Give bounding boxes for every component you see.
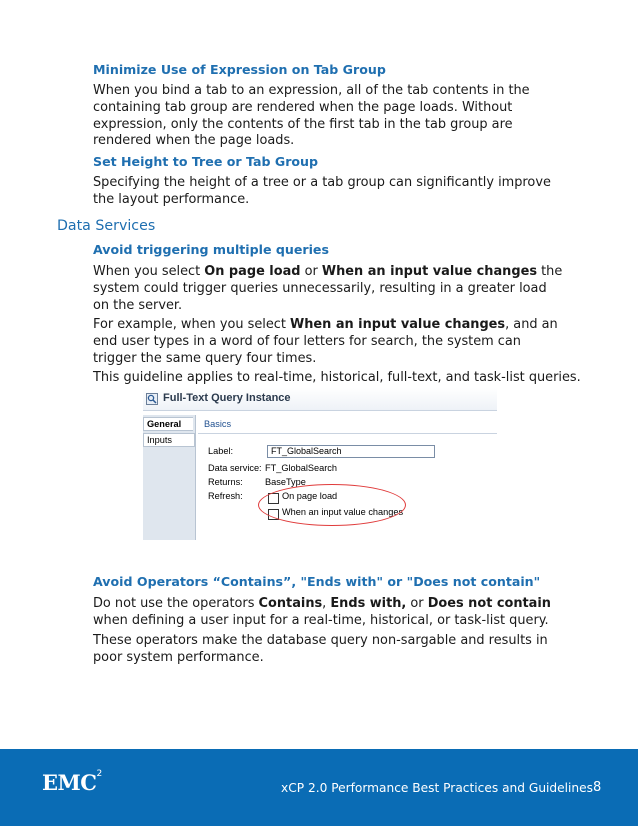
bold-does-not-contain: Does not contain <box>427 596 551 611</box>
figure-title: Full-Text Query Instance <box>163 392 291 404</box>
section-heading-set-height: Set Height to Tree or Tab Group <box>93 154 319 169</box>
data-services-heading: Data Services <box>57 218 156 234</box>
tab-general[interactable]: General <box>143 417 193 431</box>
tab-basics[interactable]: Basics <box>204 419 232 429</box>
bold-ends-with: Ends with, <box>330 596 407 611</box>
divider <box>198 433 497 434</box>
data-service-value: FT_GlobalSearch <box>265 463 338 473</box>
avoid-queries-heading: Avoid triggering multiple queries <box>93 242 329 257</box>
avoid-queries-paragraph-1: When you select On page load or When an input value changes the system could trigger queries unnecessarily, resulting in a greater load on the server. <box>93 264 563 313</box>
emc-logo: EMC$^2$ <box>42 769 102 795</box>
label-field-label: Label: <box>208 446 234 456</box>
search-icon <box>146 393 158 405</box>
avoid-operators-heading: Avoid Operators “Contains”, "Ends with" or "Does not contain" <box>93 574 541 589</box>
tab-inputs[interactable]: Inputs <box>143 433 195 447</box>
avoid-operators-paragraph-2: These operators make the database query non-sargable and results in poor system performance. <box>93 633 548 665</box>
label-input[interactable]: FT_GlobalSearch <box>267 445 435 458</box>
avoid-queries-paragraph-3: This guideline applies to real-time, historical, full-text, and task-list queries. <box>93 370 581 385</box>
refresh-label: Refresh: <box>208 491 243 501</box>
highlight-oval <box>258 484 406 526</box>
bold-input-value-changes-2: When an input value changes <box>290 317 506 332</box>
on-page-load-label: On page load <box>282 491 338 501</box>
section-paragraph-set-height: Specifying the height of a tree or a tab group can significantly improve the layout performance. <box>93 175 551 207</box>
section-paragraph-expression-tab-group: When you bind a tab to an expression, all of the tab contents in the containing tab group are rendered when the page loads. Without expression, only the contents of the first tab in the tab group are rendered when the page loads. <box>93 83 530 149</box>
bold-contains: Contains <box>258 596 323 611</box>
footer-document-title: xCP 2.0 Performance Best Practices and Guidelines <box>281 781 594 795</box>
avoid-operators-paragraph-1: Do not use the operators Contains, Ends with, or Does not contain when defining a user input for a real-time, historical, or task-list query. <box>93 596 551 628</box>
bold-on-page-load: On page load <box>204 264 301 279</box>
bold-input-value-changes: When an input value changes <box>321 264 537 279</box>
avoid-queries-paragraph-2: For example, when you select When an input value changes, and an end user types in a word of four letters for search, the system can trigger the same query four times. <box>93 317 558 366</box>
figure-title-bar <box>143 388 497 411</box>
returns-label: Returns: <box>208 477 243 487</box>
input-value-changes-label: When an input value changes <box>282 507 404 517</box>
full-text-query-screenshot <box>143 388 497 540</box>
section-heading-expression-tab-group: Minimize Use of Expression on Tab Group <box>93 62 386 77</box>
returns-value: BaseType <box>265 477 306 487</box>
data-service-label: Data service: <box>208 463 262 473</box>
page-number: 8 <box>593 780 602 795</box>
